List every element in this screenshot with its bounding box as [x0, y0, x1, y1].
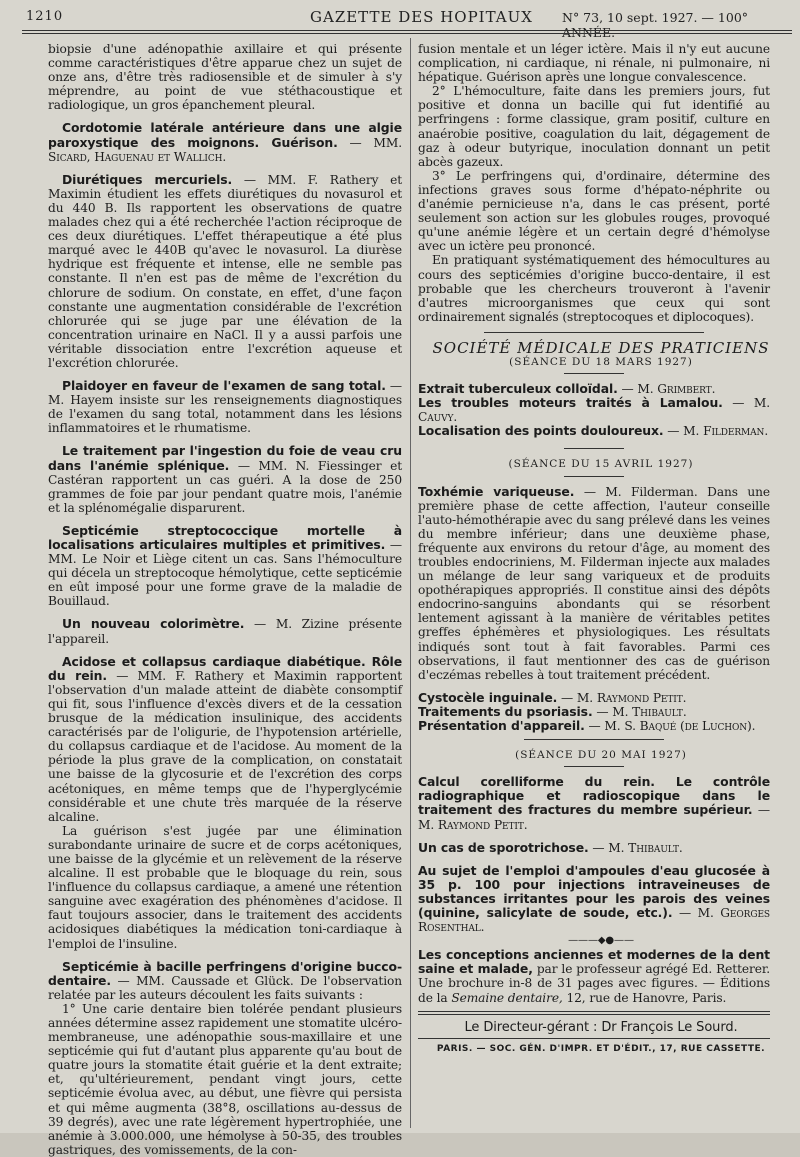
entry-title: Extrait tuberculeux colloïdal.	[418, 381, 618, 397]
entry-cystocele	[418, 691, 770, 705]
article-title: Septicémie à bacille perfringens d'origine bucco-dentaire.	[48, 958, 402, 988]
column-divider	[410, 38, 411, 1128]
short-rule	[564, 448, 624, 449]
book-text: par le professeur agrégé Ed. Retterer. Une brochure in-8 de 31 pages avec figures. — Éditions de la	[418, 962, 770, 1005]
issue-info: N° 73, 10 sept. 1927. — 100°	[562, 10, 749, 25]
article-toxhemie	[418, 485, 770, 682]
entry-title: Localisation des points douloureux.	[418, 423, 664, 439]
short-rule	[524, 739, 664, 740]
short-rule	[564, 373, 624, 374]
entry-title: Cystocèle inguinale.	[418, 689, 558, 705]
entry-author: — M. Thibault.	[596, 704, 687, 719]
article-text: — MM. Caussade et Glück. De l'observation relatée par les auteurs découlent les faits suivants :	[48, 973, 402, 1002]
article-traitement	[48, 444, 402, 514]
article-plaidoyer	[48, 379, 402, 435]
article-diuretiques	[48, 173, 402, 370]
article-text: — MM. F. Rathery et Maximin étudient les effets diurétiques du novasurol et du 440 B. Ils rapportent les observations de quatre malades chez qui a été recherchée l'action réciproque de ces deux diurétiques. L'effet thérapeutique a été plus marqué avec le 440B qu'avec le novasurol. La diurèse hydrique est fréquente et intense, elle ne semble pas constante. Il n'en est pas de même de l'excrétion du chlorure de sodium. On constate, en effet, d'une façon constante une augmentation considérable de l'excrétion chlorurée qui se juge par une élévation de la concentration urinaire en NaCl. Il y a aussi parfois une véritable dissociation entre l'excrétion aqueuse et l'excrétion chlorurée.	[48, 172, 402, 370]
entry-title: Présentation d'appareil.	[418, 718, 585, 734]
article-title: Acidose et collapsus cardiaque diabétique. Rôle du rein.	[48, 653, 402, 683]
paragraph: 3° Le perfringens qui, d'ordinaire, détermine des infections graves sous forme d'hépato-néphrite ou d'anémie pernicieuse n'a, dans le cas présent, porté seulement son action sur les globules rouges, provoqué qu'une anémie légère et un certain degré d'hémolyse avec un ictère peu prononcé.	[418, 168, 770, 254]
paragraph: biopsie d'une adénopathie axillaire et qui présente comme caractéristiques d'être apparue chez un sujet de onze ans, d'être très radiosensible et de simuler à s'y méprendre, au point de vue stéthacoustique et radiologique, un gros épanchement pleural.	[48, 42, 402, 113]
entry-title: Un cas de sporotrichose.	[418, 839, 589, 855]
entry-author: — M. Grimbert.	[621, 382, 716, 397]
paragraph: fusion mentale et un léger ictère. Mais il n'y eut aucune complication, ni cardiaque, ni rénale, ni pulmonaire, ni hépatique. Guérison après une longue convalescence.	[418, 42, 770, 85]
article-text: — M. Zizine présente l'appareil.	[48, 617, 402, 646]
paragraph: 1° Une carie dentaire bien tolérée pendant plusieurs années détermine assez rapidement une stomatite ulcéro-membraneuse, une adénopathie sous-maxillaire et une septicémie qui fut d'autant plus apparente qu'au bout de quatre jours la stomatite était guérie et la dent extraite; et, qu'ultérieurement, pendant vingt jours, cette septicémie évolua avec, au début, une fièvre qui persista et qui même augmenta (38°8, oscillations au-dessus de 39 degrés), avec une rate légèrement hypertrophiée, une anémie à 3.000.000, une hémolyse à 50-35, des troubles gastriques, des vomissements, de la con-	[48, 1001, 402, 1157]
book-title: Les conceptions anciennes et modernes de la dent saine et malade,	[418, 947, 770, 977]
article-title: Plaidoyer en faveur de l'examen de sang total.	[62, 378, 386, 394]
right-column	[418, 42, 770, 1056]
page-number: 1210	[26, 9, 64, 24]
article-cordotomie	[48, 121, 402, 163]
book-publisher: Semaine dentaire,	[451, 990, 563, 1005]
short-rule	[564, 766, 624, 767]
section-rule	[484, 332, 704, 333]
imprint-rule	[418, 1038, 770, 1039]
short-rule	[564, 476, 624, 477]
article-text: — M. Hayem insiste sur les renseignements diagnostiques de l'examen du sang total, notamment dans les lésions inflammatoires et le rhumatisme.	[48, 379, 402, 436]
book-address: 12, rue de Hanovre, Paris.	[566, 990, 727, 1005]
director-line: Le Directeur-gérant : Dr François Le Sourd.	[464, 1019, 738, 1035]
paragraph: En pratiquant systématiquement des hémocultures au cours des septicémies d'origine bucco-dentaire, il est probable que les chercheurs trouveront à l'avenir d'autres microorganismes que ceux qui sont ordinairement signalés (streptocoques et diplocoques).	[418, 253, 770, 324]
article-bucco	[48, 960, 402, 1002]
entry-title: Calcul corelliforme du rein. Le contrôle radiographique et radioscopique dans le traitement des fractures du membre supérieur.	[418, 774, 770, 818]
paragraph: La guérison s'est jugée par une élimination surabondante urinaire de sucre et de corps acétoniques, une baisse de la glycémie et un relèvement de la réserve alcaline. Il est probable que le bloquage du rein, sous l'influence du collapsus cardiaque, a amené une rétention sanguine avec exagération des phénomènes d'acidose. Il faut toujours associer, dans le traitement des accidents acidosiques diabétiques la médication toni-cardiaque à l'emploi de l'insuline.	[48, 823, 402, 951]
header-rule	[22, 30, 792, 31]
entry-title: Les troubles moteurs traités à Lamalou.	[418, 395, 723, 411]
article-septicemie	[48, 524, 402, 609]
society-heading: SOCIÉTÉ MÉDICALE DES PRATICIENS	[432, 338, 770, 357]
entry-author: — M. Georges Rosenthal.	[418, 905, 770, 935]
entry-sporotrichose	[418, 841, 770, 855]
article-text: — MM. F. Rathery et Maximin rapportent l'observation d'un malade atteint de diabète consomptif qui fit, sous l'influence d'excès divers et de la cessation brusque de la médication insulinique, des accidents caractérisés par de l'oligurie, de l'hypotension artérielle, du collapsus cardiaque et de l'acidose. Au moment de la période la plus grave de la complication, on constatait une baisse de la glycosurie et de l'excrétion des corps acétoniques, en même temps que de l'hyperglycémie considérable et une chute très marquée de la réserve alcaline.	[48, 668, 402, 824]
session-date: (SÉANCE DU 18 MARS 1927)	[509, 355, 693, 368]
article-title: Septicémie streptococcique mortelle à localisations articulaires multiples et primitives.	[48, 522, 402, 552]
entry-calcul	[418, 775, 770, 831]
article-title: Diurétiques mercuriels.	[62, 171, 233, 187]
entry-author: — M. Cauvy.	[418, 396, 771, 425]
paragraph: 2° L'hémoculture, faite dans les premiers jours, fut positive et donna un bacille qui fut identifié au perfringens : forme classique, gram positif, culture en anaérobie positive, coagulation du lait, dégagement de gaz à odeur butyrique, inoculation donnant un petit abcès gazeux.	[418, 84, 770, 169]
entry-author: — M. Filderman.	[667, 424, 769, 439]
article-colorimetre	[48, 617, 402, 645]
session-date: (SÉANCE DU 20 MAI 1927)	[515, 749, 687, 762]
article-acidose	[48, 655, 402, 824]
header-rule-2	[22, 33, 792, 34]
entry-title: Traitements du psoriasis.	[418, 703, 593, 719]
article-text: — MM. N. Fiessinger et Castéran rapportent un cas guéri. A la dose de 250 grammes de foie par jour pendant quatre mois, l'anémie et la splénomégalie disparurent.	[48, 458, 403, 515]
entry-author: — M. Raymond Petit.	[418, 803, 770, 832]
left-column	[48, 42, 402, 1157]
entry-lamalou	[418, 396, 770, 424]
article-title: Un nouveau colorimètre.	[62, 616, 245, 632]
entry-appareil	[418, 719, 770, 733]
entry-author: — M. Raymond Petit.	[561, 690, 687, 705]
entry-title: Au sujet de l'emploi d'ampoules d'eau glucosée à 35 p. 100 pour injections intraveineuses de substances irritantes pour les parois des veines (quinine, salicylate de soude, etc.).	[418, 862, 770, 920]
entry-author: — M. S. Baqué (de Luchon).	[588, 719, 756, 734]
ornament-divider: ———◆●——	[568, 935, 634, 947]
book-notice	[418, 948, 770, 1004]
double-rule	[418, 1011, 770, 1015]
page-header	[22, 6, 792, 28]
entry-author: — M. Thibault.	[592, 840, 683, 855]
article-text: — M. Filderman. Dans une première phase de cette affection, l'auteur conseille l'auto-hémothérapie avec du sang prélevé dans les veines du membre inférieur; dans une deuxième phase, fréquente aux environs du retour d'âge, au moment des troubles endocriniens, M. Filderman injecte aux malades un mélange de leur sang variqueux et de produits opothérapiques appropriés. Il constitue ainsi des dépôts endocrino-sanguins abondants qui se résorbent lentement agissant à la manière de véritables petites greffes éphémères et physiologiques. Les résultats indiqués sont tout à fait favorables. Parmi ces observations, il faut mentionner des cas de guérison d'eczémas rebelles à tout traitement précédent.	[418, 484, 771, 682]
journal-title: GAZETTE DES HOPITAUX	[310, 8, 533, 26]
entry-psoriasis	[418, 705, 770, 719]
article-title: Toxhémie variqueuse.	[418, 483, 575, 499]
article-title: Cordotomie latérale antérieure dans une algie paroxystique des moignons. Guérison.	[48, 120, 402, 150]
entry-extrait	[418, 382, 770, 396]
imprint-line: PARIS. — SOC. GÉN. D'IMPR. ET D'ÉDIT., 17, RUE CASSETTE.	[436, 1043, 766, 1054]
session-date: (SÉANCE DU 15 AVRIL 1927)	[508, 458, 694, 471]
article-authors: — MM. Sicard, Haguenau et Wallich.	[48, 135, 402, 164]
entry-ampoules	[418, 864, 770, 934]
article-title: Le traitement par l'ingestion du foie de veau cru dans l'anémie splénique.	[48, 443, 402, 473]
article-text: — MM. Le Noir et Liège citent un cas. Sans l'hémoculture qui décela un streptocoque hémolytique, cette septicémie en eût imposé pour une forme grave de la maladie de Bouillaud.	[48, 538, 402, 609]
entry-localisation	[418, 424, 770, 438]
